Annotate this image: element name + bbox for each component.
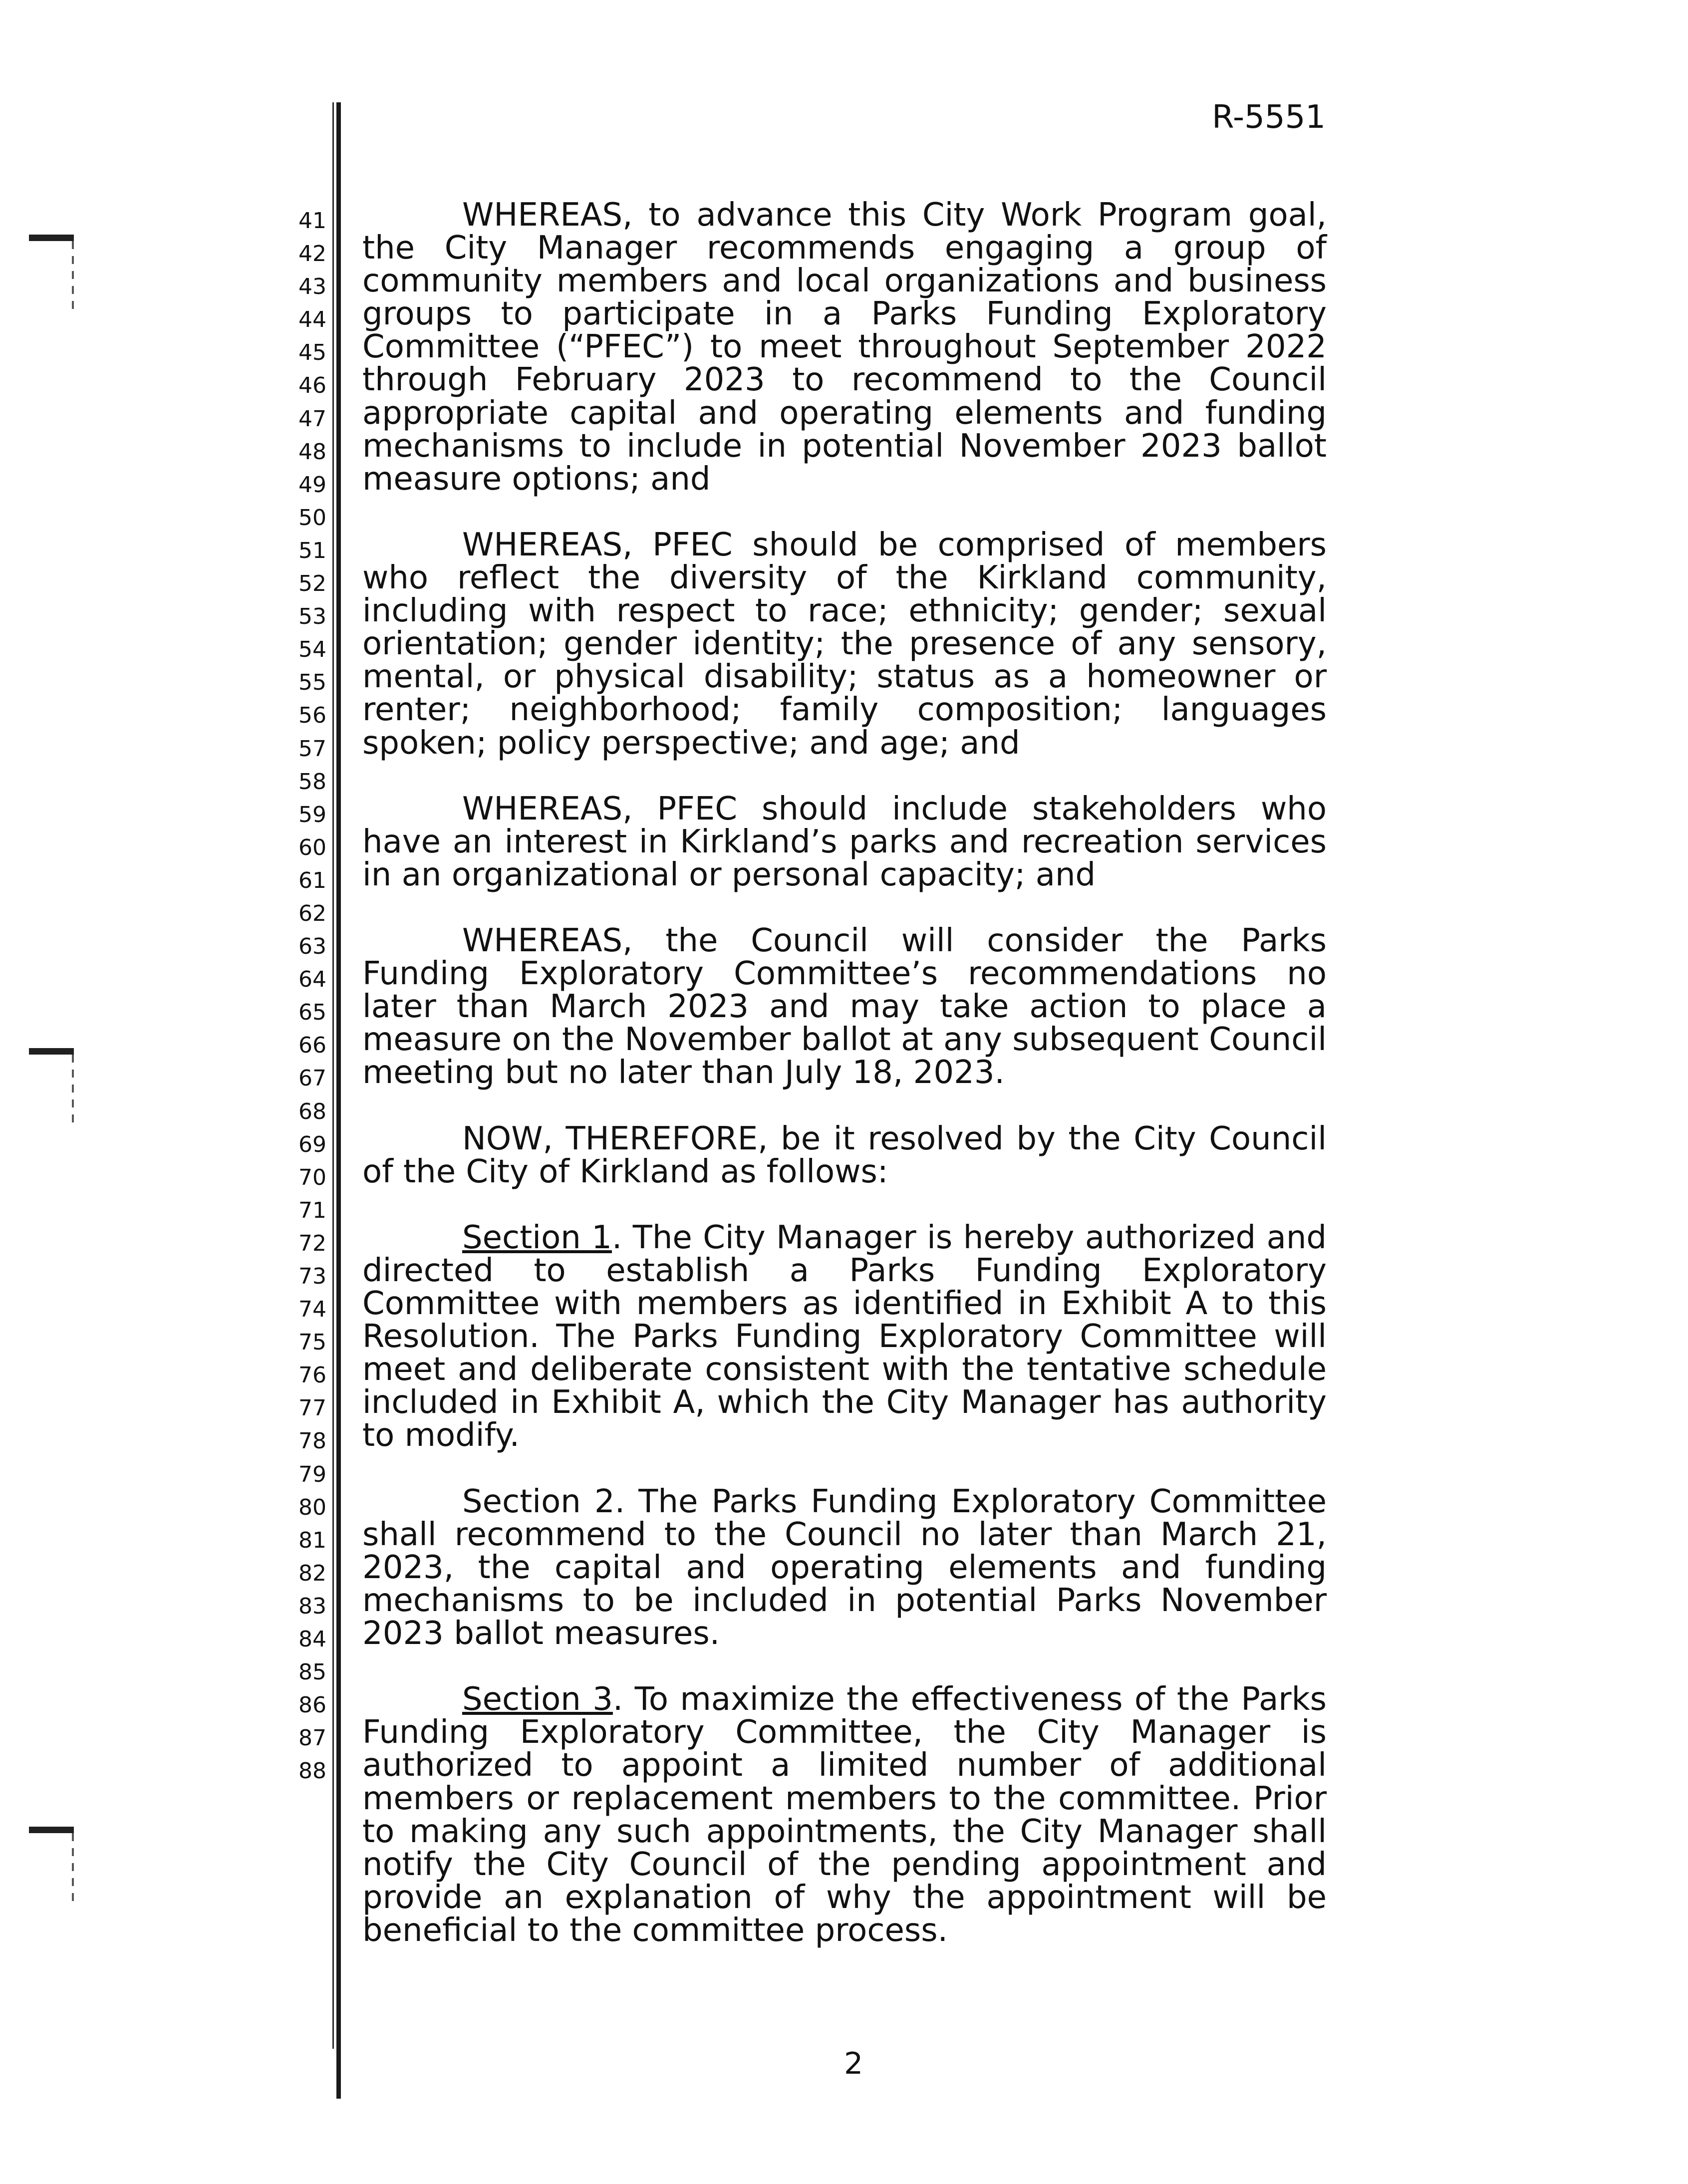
line-number: 50	[298, 505, 326, 531]
line-number: 59	[298, 802, 326, 827]
whereas-paragraph-stakeholders: WHEREAS, PFEC should include stakeholders who have an interest in Kirkland’s parks and recreation services in an organizational or personal capacity; and	[362, 790, 1327, 893]
line-number: 51	[298, 538, 326, 563]
line-number: 86	[298, 1692, 326, 1718]
line-number: 47	[298, 406, 326, 432]
line-number: 77	[298, 1395, 326, 1421]
line-number: 65	[298, 1000, 326, 1026]
whereas-paragraph-diversity: WHEREAS, PFEC should be comprised of members who reflect the diversity of the Kirkland community, including with respect to race; ethnicity; gender; sexual orientation; gender identity; the presence of any sensory, mental, or physical disability; status as a homeowner or renter; neighborhood; family composition; languages spoken; policy perspective; and age; and	[362, 526, 1327, 762]
line-number: 88	[298, 1758, 326, 1784]
line-number: 78	[298, 1428, 326, 1454]
line-number: 52	[298, 571, 326, 597]
page-number: 2	[844, 2046, 863, 2081]
section-1-paragraph: Section 1. The City Manager is hereby authorized and directed to establish a Parks Funding Exploratory Committee with members as identified in Exhibit A to this Resolution. The Parks Funding Exploratory Committee will meet and deliberate consistent with the tentative schedule included in Exhibit A, which the City Manager has authority to modify.	[362, 1219, 1327, 1454]
section-2-paragraph: Section 2. The Parks Funding Exploratory Committee shall recommend to the Council no later than March 21, 2023, the capital and operating elements and funding mechanisms to be included in potential Parks November 2023 ballot measures.	[362, 1483, 1327, 1652]
whereas-paragraph-program-goal: WHEREAS, to advance this City Work Program goal, the City Manager recommends engaging a group of community members and local organizations and business groups to participate in a Parks Funding Exploratory Committee (“PFEC”) to meet throughout September 2022 through February 2023 to recommend to the Council appropriate capital and operating elements and funding mechanisms to include in potential November 2023 ballot measure options; and	[362, 197, 1327, 498]
line-number: 61	[298, 867, 326, 893]
line-number: 64	[298, 967, 326, 993]
line-number: 82	[298, 1560, 326, 1586]
line-number: 76	[298, 1363, 326, 1388]
line-number: 43	[298, 274, 326, 300]
line-number: 87	[298, 1725, 326, 1751]
binding-mark-bottom	[29, 1827, 74, 1908]
line-number: 68	[298, 1098, 326, 1124]
line-number: 44	[298, 307, 326, 333]
line-number: 42	[298, 241, 326, 267]
line-number: 45	[298, 340, 326, 366]
line-number: 74	[298, 1297, 326, 1323]
line-number: 58	[298, 769, 326, 795]
line-number: 79	[298, 1461, 326, 1487]
document-number: R-5551	[1212, 99, 1326, 136]
line-number: 41	[298, 208, 326, 234]
line-number: 62	[298, 900, 326, 926]
line-number: 81	[298, 1527, 326, 1553]
line-number: 66	[298, 1033, 326, 1059]
line-number: 71	[298, 1197, 326, 1223]
line-number: 69	[298, 1131, 326, 1157]
line-number: 75	[298, 1330, 326, 1356]
line-number: 85	[298, 1659, 326, 1685]
line-number: 83	[298, 1593, 326, 1619]
line-number: 63	[298, 934, 326, 960]
section-3-paragraph: Section 3. To maximize the effectiveness of the Parks Funding Exploratory Committee, the City Manager is authorized to appoint a limited number of additional members or replacement members to the committee. Prior to making any such appointments, the City Manager shall notify the City Council of the pending appointment and provide an explanation of why the appointment will be beneficial to the committee process.	[362, 1681, 1327, 1949]
line-number: 54	[298, 637, 326, 663]
line-number: 49	[298, 472, 326, 498]
line-number: 67	[298, 1066, 326, 1092]
binding-mark-top	[29, 235, 74, 316]
line-number: 48	[298, 439, 326, 465]
line-number: 53	[298, 604, 326, 630]
whereas-paragraph-council-consideration: WHEREAS, the Council will consider the Parks Funding Exploratory Committee’s recommendations no later than March 2023 and may take action to place a measure on the November ballot at any subsequent Council meeting but no later than July 18, 2023.	[362, 922, 1327, 1092]
line-number: 70	[298, 1164, 326, 1190]
margin-rule-thin	[332, 102, 334, 2049]
line-number: 80	[298, 1494, 326, 1520]
line-number: 72	[298, 1230, 326, 1256]
line-number: 60	[298, 834, 326, 860]
binding-mark-middle	[29, 1048, 74, 1129]
line-number: 56	[298, 703, 326, 729]
line-number: 55	[298, 670, 326, 696]
margin-rule-thick	[336, 102, 341, 2099]
resolution-clause: NOW, THEREFORE, be it resolved by the City Council of the City of Kirkland as follows:	[362, 1120, 1327, 1190]
resolution-body	[362, 199, 1327, 1980]
line-number-column	[284, 205, 326, 1788]
line-number: 57	[298, 736, 326, 762]
section-3-heading: Section 3	[462, 1681, 613, 1718]
line-number: 73	[298, 1264, 326, 1289]
line-number: 84	[298, 1627, 326, 1652]
line-number: 46	[298, 373, 326, 399]
section-1-heading: Section 1	[462, 1219, 612, 1256]
